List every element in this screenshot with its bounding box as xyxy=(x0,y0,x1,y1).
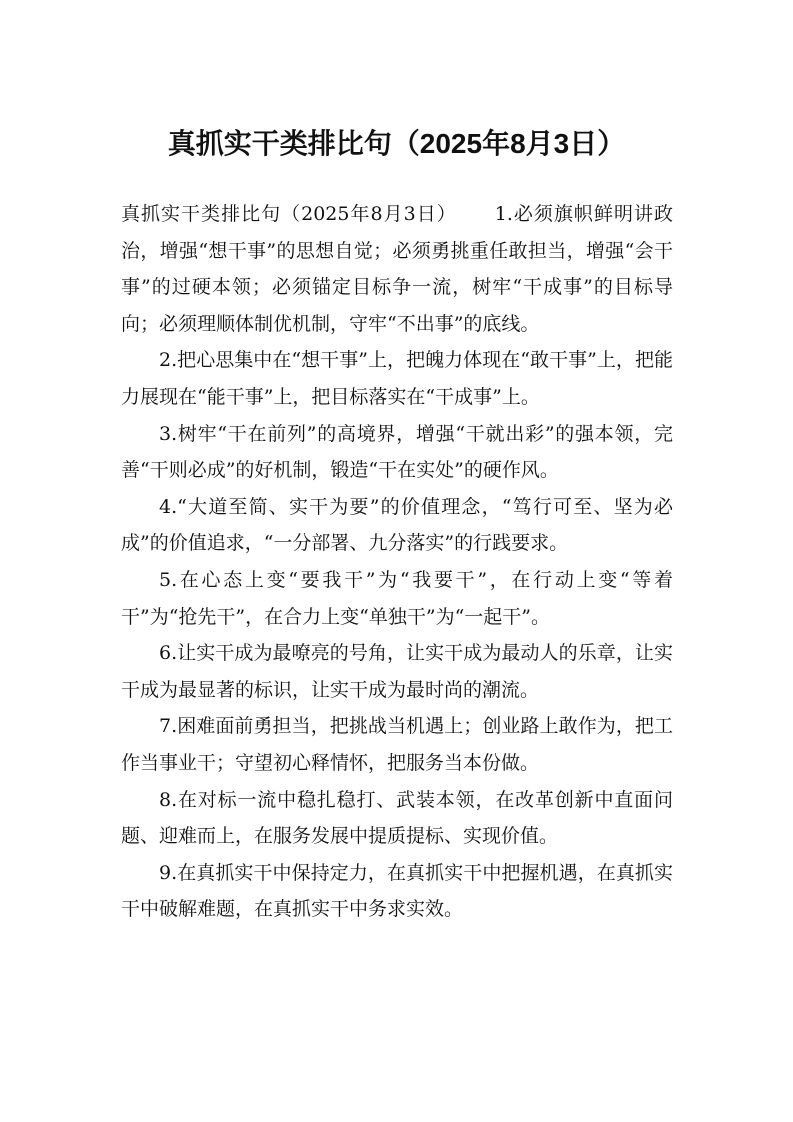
paragraph-1-text: 1.必须旗帜鲜明讲政治，增强“想干事”的思想自觉；必须勇挑重任敢担当，增强“会干事”的过硬本领；必须锚定目标争一流，树牢“干成事”的目标导向；必须理顺体制优机制，守牢“不出事”的底线。 xyxy=(121,203,673,335)
document-body xyxy=(121,196,673,928)
paragraph-9: 9.在真抓实干中保持定力，在真抓实干中把握机遇，在真抓实干中破解难题，在真抓实干中务求实效。 xyxy=(121,861,673,921)
paragraph-8: 8.在对标一流中稳扎稳打、武装本领，在改革创新中直面问题、迎难而上，在服务发展中提质提标、实现价值。 xyxy=(121,788,673,848)
paragraph-2: 2.把心思集中在“想干事”上，把魄力体现在“敢干事”上，把能力展现在“能干事”上，把目标落实在“干成事”上。 xyxy=(121,349,673,408)
paragraph-5: 5.在心态上变“要我干”为“我要干”，在行动上变“等着干”为“抢先干”，在合力上变“单独干”为“一起干”。 xyxy=(121,568,673,628)
paragraph-7: 7.困难面前勇担当，把挑战当机遇上；创业路上敢作为，把工作当事业干；守望初心释情怀，把服务当本份做。 xyxy=(121,715,673,774)
paragraph-3: 3.树牢“干在前列”的高境界，增强“干就出彩”的强本领，完善“干则必成”的好机制，锻造“干在实处”的硬作风。 xyxy=(121,422,673,482)
lead-heading: 真抓实干类排比句（2025年8月3日） xyxy=(121,203,457,225)
document-title: 真抓实干类排比句（2025年8月3日） xyxy=(167,128,626,159)
paragraph-6: 6.让实干成为最嘹亮的号角，让实干成为最动人的乐章，让实干成为最显著的标识，让实干成为最时尚的潮流。 xyxy=(121,642,673,701)
paragraph-1 xyxy=(121,196,673,342)
paragraph-4: 4.“大道至简、实干为要”的价值理念，“笃行可至、坚为必成”的价值追求，“一分部署、九分落实”的行践要求。 xyxy=(121,495,673,555)
